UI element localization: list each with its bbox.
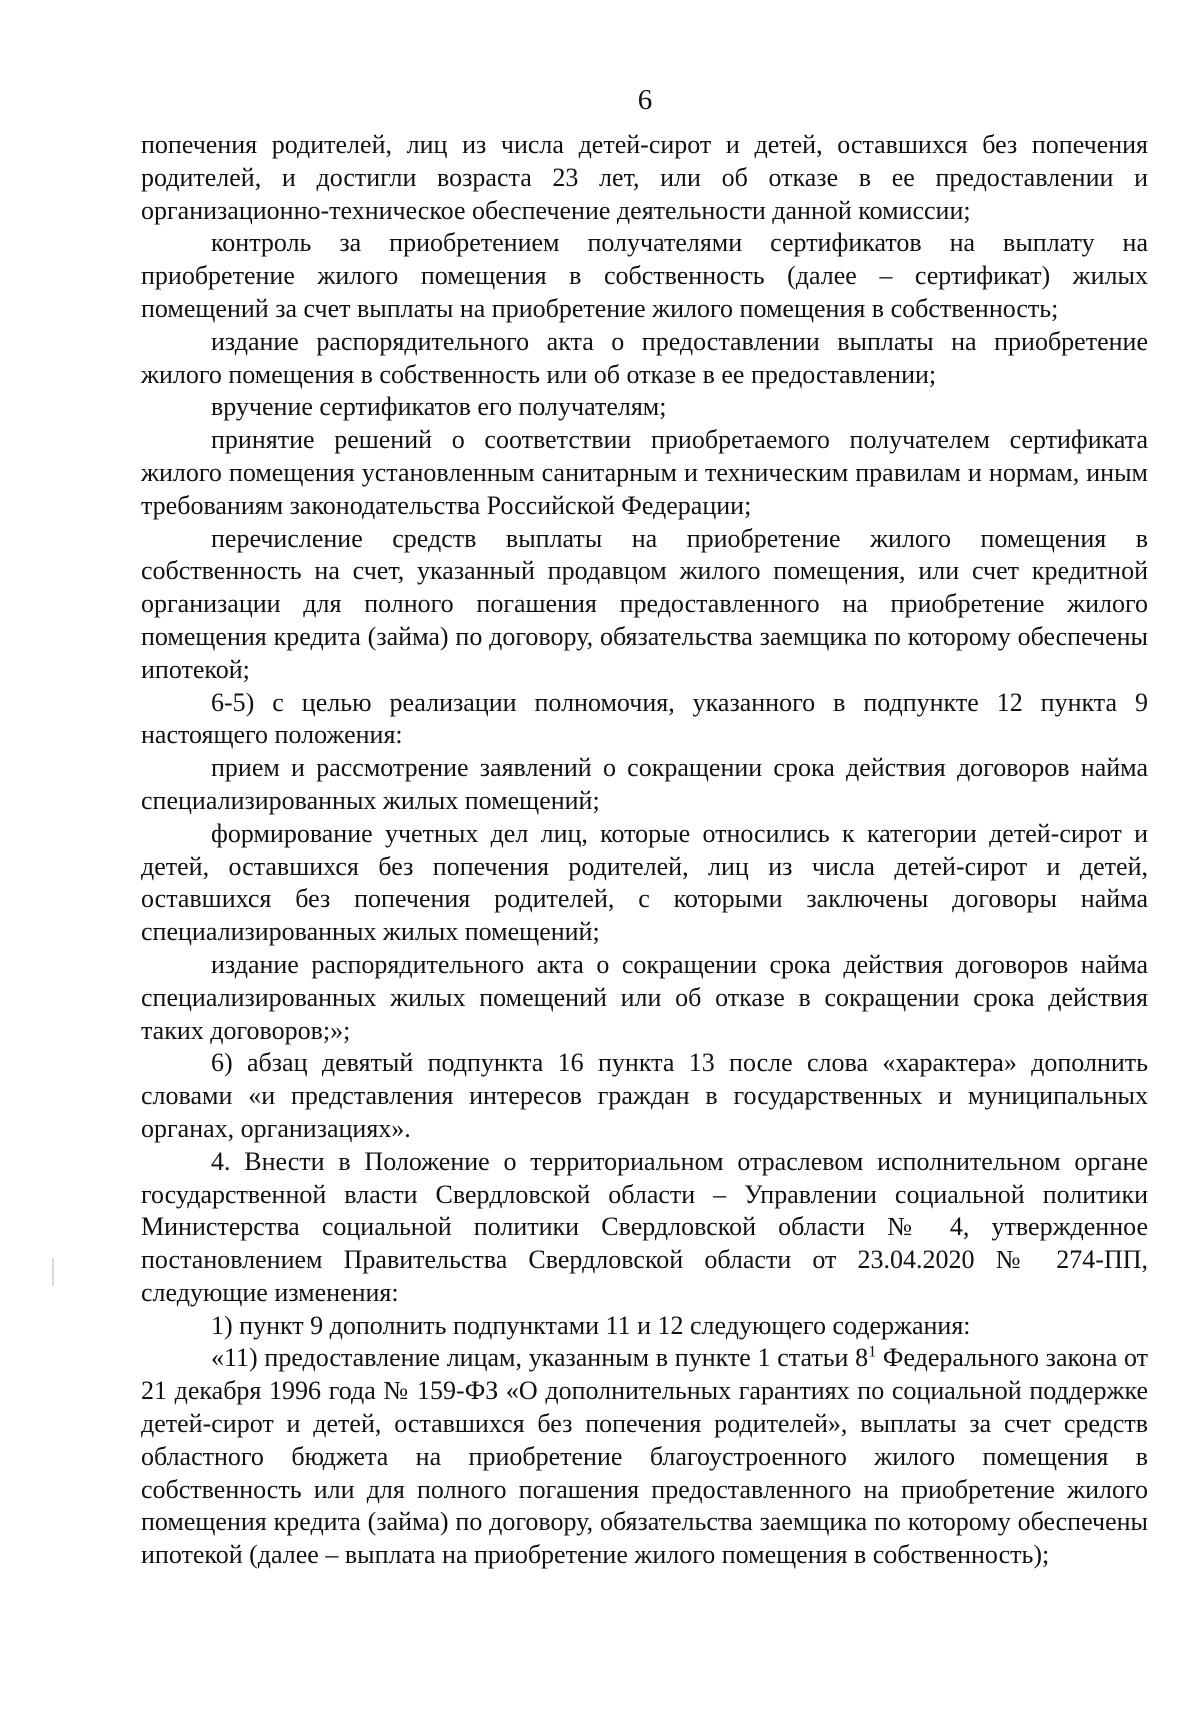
scan-margin-mark [52, 1258, 54, 1286]
paragraph-14-end: Федерального закона от 21 декабря 1996 года № 159-ФЗ «О дополнительных гарантиях по социальной поддержке детей-сирот и детей, оставшихся без попечения родителей», выплаты за счет средств областного бюджета на приобретение благоустроенного жилого помещения в собственность или для полного погашения предоставленного на приобретение жилого помещения кредита (займа) по договору, обязательства заемщика по которому обеспечены ипотекой (далее – выплата на приобретение жилого помещения в собственность); [141, 1343, 1148, 1570]
paragraph-9: формирование учетных дел лиц, которые относились к категории детей-сирот и детей, оставшихся без попечения родителей, лиц из числа детей-сирот и детей, оставшихся без попечения родителей, с которыми заключены договоры найма специализированных жилых помещений; [141, 818, 1148, 947]
paragraph-14 [141, 1342, 1148, 1572]
paragraph-8: прием и рассмотрение заявлений о сокращении срока действия договоров найма специализированных жилых помещений; [141, 753, 1148, 815]
paragraph-10: издание распорядительного акта о сокращении срока действия договоров найма специализированных жилых помещений или об отказе в сокращении срока действия таких договоров;»; [141, 949, 1148, 1045]
paragraph-6: перечисление средств выплаты на приобретение жилого помещения в собственность на счет, указанный продавцом жилого помещения, или счет кредитной организации для полного погашения предоставленного на приобретение жилого помещения кредита (займа) по договору, обязательства заемщика по которому обеспечены ипотекой; [141, 523, 1148, 684]
paragraph-1: попечения родителей, лиц из числа детей-сирот и детей, оставшихся без попечения родителей, и достигли возраста 23 лет, или об отказе в ее предоставлении и организационно-техническое обеспечение деятельности данной комиссии; [141, 130, 1148, 225]
paragraph-11: 6) абзац девятый подпункта 16 пункта 13 после слова «характера» дополнить словами «и представления интересов граждан в государственных и муниципальных органах, организациях». [141, 1048, 1148, 1143]
paragraph-13: 1) пункт 9 дополнить подпунктами 11 и 12 следующего содержания: [211, 1310, 971, 1340]
document-body [141, 129, 1148, 1572]
paragraph-12: 4. Внести в Положение о территориальном отраслевом исполнительном органе государственной власти Свердловской области – Управлении социальной политики Министерства социальной политики Свердловской области № 4, утвержденное постановлением Правительства Свердловской области от 23.04.2020 № 274-ПП, следующие изменения: [141, 1146, 1148, 1307]
paragraph-7: 6-5) с целью реализации полномочия, указанного в подпункте 12 пункта 9 настоящего положения: [141, 687, 1148, 750]
paragraph-4: вручение сертификатов его получателям; [211, 392, 667, 422]
page-number: 6 [637, 84, 653, 116]
paragraph-3: издание распорядительного акта о предоставлении выплаты на приобретение жилого помещения в собственность или об отказе в ее предоставлении; [141, 326, 1148, 389]
paragraph-14-start: «11) предоставление лицам, указанным в пункте 1 статьи 8 [211, 1343, 869, 1373]
superscript-1: 1 [868, 1343, 877, 1361]
paragraph-5: принятие решений о соответствии приобретаемого получателем сертификата жилого помещения установленным санитарным и техническим правилам и нормам, иным требованиям законодательства Российской Федерации; [141, 425, 1148, 520]
paragraph-2: контроль за приобретением получателями сертификатов на выплату на приобретение жилого помещения в собственность (далее – сертификат) жилых помещений за счет выплаты на приобретение жилого помещения в собственность; [141, 228, 1148, 323]
